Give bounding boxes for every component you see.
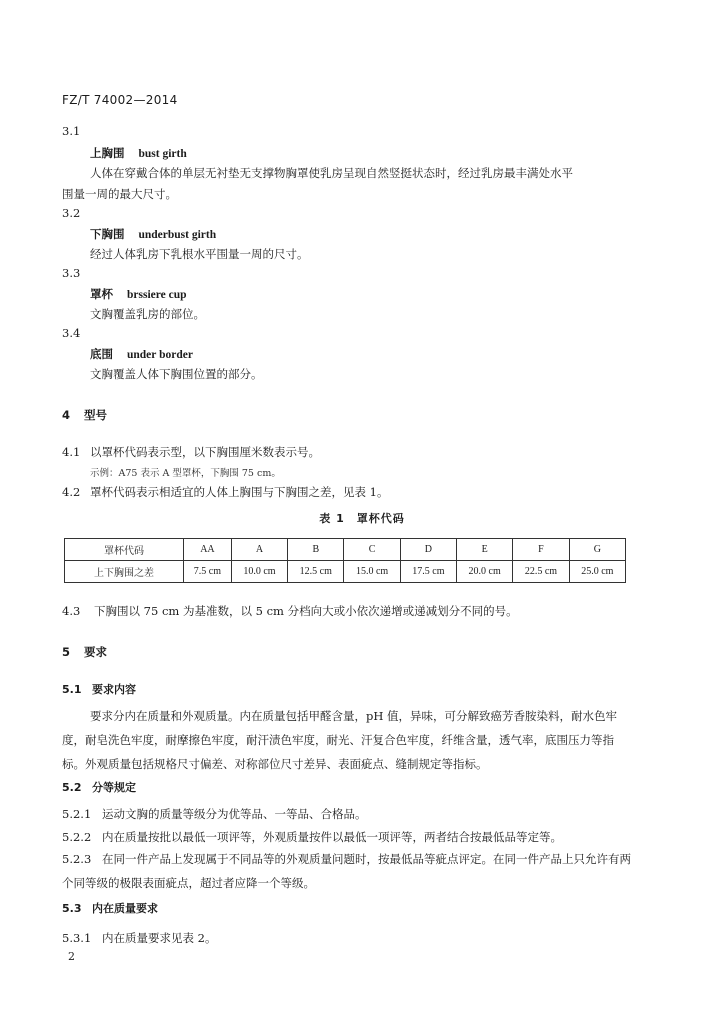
clause (62, 484, 388, 500)
clause-text: 下胸围以 75 cm 为基准数，以 5 cm 分档向大或小依次递增或递减划分不同的号。 (94, 604, 518, 618)
table-row (65, 539, 626, 561)
clause-text: 运动文胸的质量等级分为优等品、一等品、合格品。 (102, 807, 367, 821)
term-name-en: under border (127, 349, 193, 361)
subsection-number: 5.1 (62, 683, 82, 696)
table-cell: E (457, 539, 513, 561)
section-title: 型号 (84, 408, 107, 422)
term-name-en: brssiere cup (127, 289, 187, 301)
example-note: 示例：A75 表示 A 型罩杯，下胸围 75 cm。 (90, 468, 281, 479)
table-cell: 10.0 cm (231, 561, 287, 583)
clause-text: 罩杯代码表示相适宜的人体上胸围与下胸围之差，见表 1。 (90, 485, 389, 499)
subsection-title: 分等规定 (92, 781, 136, 794)
clause (62, 847, 634, 895)
requirement-paragraph: 要求分内在质量和外观质量。内在质量包括甲醛含量，pH 值，异味，可分解致癌芳香胺染料，耐水色牢度，耐皂洗色牢度，耐摩擦色牢度，耐汗渍色牢度，耐光、汗复合色牢度，纤维含量，透气率，底围压力等指标。外观质量包括规格尺寸偏差、对称部位尺寸差异、表面疵点、缝制规定等指标。 (62, 709, 618, 771)
term-definition: 人体在穿戴合体的单层无衬垫无支撑物胸罩使乳房呈现自然竖挺状态时，经过乳房最丰满处水平 (90, 166, 573, 180)
subsection-heading (62, 681, 136, 697)
section-number: 5 (62, 645, 71, 659)
clause-text: 在同一件产品上发现属于不同品等的外观质量问题时，按最低品等疵点评定。在同一件产品上只允许有两个同等级的极限表面疵点，超过者应降一个等级。 (62, 852, 631, 890)
table-row (65, 561, 626, 583)
subsection-heading (62, 900, 158, 916)
table-cell: A (231, 539, 287, 561)
subsection-number: 5.2 (62, 781, 82, 794)
term-definition: 文胸覆盖人体下胸围位置的部分。 (90, 367, 263, 381)
table-cell: F (513, 539, 569, 561)
table-cell: D (400, 539, 456, 561)
subsection-title: 内在质量要求 (92, 902, 158, 915)
clause-text: 内在质量按批以最低一项评等，外观质量按件以最低一项评等，两者结合按最低品等定等。 (102, 830, 562, 844)
term-id: 3.4 (62, 326, 81, 340)
standard-code: FZ/T 74002—2014 (62, 93, 178, 107)
term-id: 3.2 (62, 206, 81, 220)
table-cell: 12.5 cm (288, 561, 344, 583)
term-name (90, 226, 216, 242)
table-row-label: 罩杯代码 (65, 539, 184, 561)
clause (62, 444, 320, 460)
table-cell: 15.0 cm (344, 561, 400, 583)
table-cell: 7.5 cm (184, 561, 232, 583)
table-cell: 22.5 cm (513, 561, 569, 583)
term-definition: 经过人体乳房下乳根水平围量一周的尺寸。 (90, 247, 309, 261)
clause-number: 4.1 (62, 445, 81, 459)
clause (62, 829, 562, 845)
term-name-cn: 上胸围 (90, 146, 125, 160)
clause (62, 603, 518, 619)
table-cell: G (569, 539, 625, 561)
term-definition: 文胸覆盖乳房的部位。 (90, 307, 205, 321)
term-id: 3.3 (62, 266, 81, 280)
subsection-title: 要求内容 (92, 683, 136, 696)
clause (62, 806, 367, 822)
clause-text: 以罩杯代码表示型，以下胸围厘米数表示号。 (90, 445, 320, 459)
term-name-cn: 底围 (90, 347, 113, 361)
term-definition: 围量一周的最大尺寸。 (62, 187, 177, 201)
term-name-cn: 下胸围 (90, 227, 125, 241)
cup-code-table (64, 538, 626, 583)
section-heading (62, 407, 107, 423)
table-cell: 20.0 cm (457, 561, 513, 583)
term-name (90, 145, 187, 161)
term-name (90, 346, 193, 362)
term-id: 3.1 (62, 124, 81, 138)
clause-text: 内在质量要求见表 2。 (102, 931, 217, 945)
term-name-en: bust girth (138, 148, 187, 160)
clause-number: 4.2 (62, 485, 81, 499)
table-cell: 17.5 cm (400, 561, 456, 583)
clause-number: 5.2.1 (62, 807, 92, 821)
subsection-heading (62, 779, 136, 795)
page-number: 2 (68, 950, 75, 963)
section-number: 4 (62, 408, 71, 422)
table-cell: 25.0 cm (569, 561, 625, 583)
section-title: 要求 (84, 645, 107, 659)
term-name-cn: 罩杯 (90, 287, 113, 301)
term-name-en: underbust girth (138, 229, 217, 241)
section-heading (62, 644, 107, 660)
clause-number: 5.3.1 (62, 931, 92, 945)
clause-number: 5.2.2 (62, 830, 92, 844)
term-name (90, 286, 187, 302)
clause-number: 5.2.3 (62, 852, 92, 866)
table-cell: C (344, 539, 400, 561)
subsection-number: 5.3 (62, 902, 82, 915)
clause (62, 930, 216, 946)
table-row-label: 上下胸围之差 (65, 561, 184, 583)
table-caption: 表 1 罩杯代码 (319, 512, 405, 525)
table-cell: AA (184, 539, 232, 561)
table-cell: B (288, 539, 344, 561)
clause-number: 4.3 (62, 604, 81, 618)
